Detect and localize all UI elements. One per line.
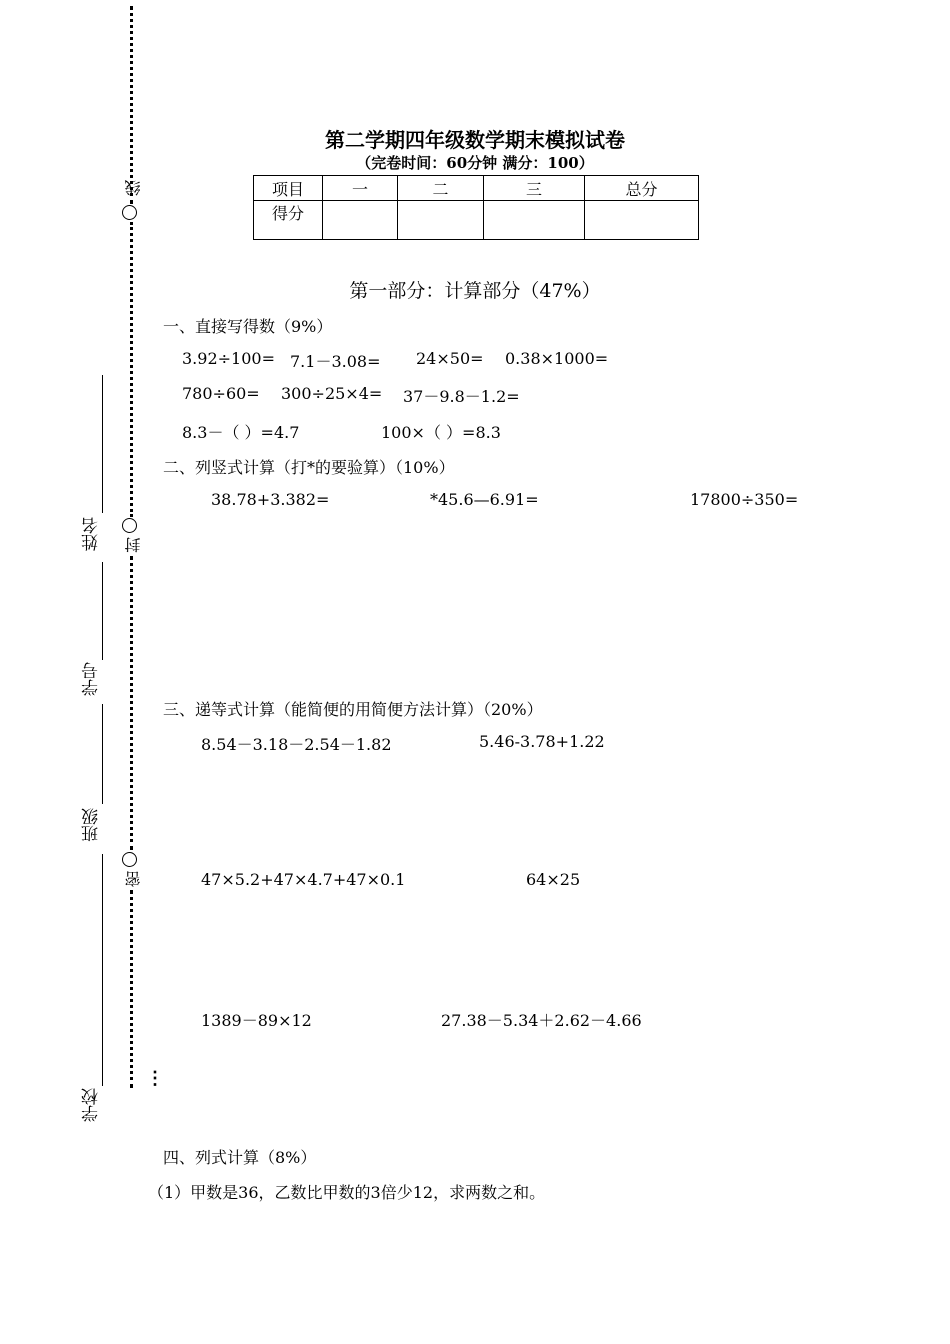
binding-circle (122, 518, 137, 533)
s3-question: 47×5.2+47×4.7+47×0.1 (201, 870, 406, 889)
s2-question: 38.78+3.382= (211, 490, 330, 509)
score-row-label: 得分 (254, 201, 323, 240)
s3-question: 5.46-3.78+1.22 (479, 732, 605, 751)
binding-ellipsis: ⋮ (146, 1068, 164, 1089)
score-header-part2: 二 (398, 176, 484, 201)
s4-question: （1）甲数是36，乙数比甲数的3倍少12，求两数之和。 (148, 1183, 546, 1202)
section4-title: 四、列式计算（8%） (163, 1148, 317, 1167)
score-cell[interactable] (585, 201, 699, 240)
name-label: 姓名 (82, 517, 102, 551)
score-header-part1: 一 (323, 176, 398, 201)
binding-mark-secret: 密 (124, 871, 143, 887)
school-underline (102, 854, 103, 1086)
score-header-total: 总分 (585, 176, 699, 201)
s2-question: 17800÷350= (690, 490, 799, 509)
student-no-underline (102, 562, 103, 660)
binding-dotted-line (130, 556, 133, 850)
section2-title: 二、列竖式计算（打*的要验算）（10%） (163, 458, 455, 477)
binding-dotted-line (130, 890, 133, 1088)
binding-mark-line: 线 (124, 180, 143, 196)
score-cell[interactable] (398, 201, 484, 240)
s1-question: 24×50= (416, 349, 484, 368)
school-label: 学校 (82, 1088, 102, 1122)
score-header-part3: 三 (484, 176, 585, 201)
s3-question: 27.38－5.34＋2.62－4.66 (441, 1011, 642, 1030)
binding-circle (122, 852, 137, 867)
s1-question: 300÷25×4= (281, 384, 383, 403)
s1-question: 7.1－3.08= (290, 352, 381, 371)
s1-question: 100×（ ）=8.3 (381, 423, 501, 442)
binding-mark-seal: 封 (124, 537, 143, 553)
part1-title: 第一部分：计算部分（47%） (349, 280, 601, 302)
s1-question: 3.92÷100= (182, 349, 275, 368)
s1-question: 8.3－（ ）=4.7 (182, 423, 300, 442)
s1-question: 780÷60= (182, 384, 260, 403)
section1-title: 一、直接写得数（9%） (163, 317, 333, 336)
s3-question: 64×25 (526, 870, 581, 889)
exam-subtitle: （完卷时间：60分钟 满分：100） (356, 154, 594, 172)
binding-circle (122, 205, 137, 220)
score-header-item: 项目 (254, 176, 323, 201)
class-label: 班级 (82, 808, 102, 842)
s3-question: 1389－89×12 (201, 1011, 312, 1030)
exam-title: 第二学期四年级数学期末模拟试卷 (325, 128, 625, 152)
class-underline (102, 704, 103, 804)
name-underline (102, 375, 103, 513)
s1-question: 0.38×1000= (505, 349, 609, 368)
s2-question: *45.6—6.91= (430, 490, 539, 509)
student-no-label: 学号 (82, 662, 102, 696)
score-table (253, 175, 699, 240)
binding-dotted-line (130, 6, 133, 204)
section3-title: 三、递等式计算（能简便的用简便方法计算）（20%） (163, 700, 543, 719)
s3-question: 8.54－3.18－2.54－1.82 (201, 735, 392, 754)
score-cell[interactable] (323, 201, 398, 240)
s1-question: 37－9.8－1.2= (403, 387, 520, 406)
score-cell[interactable] (484, 201, 585, 240)
binding-dotted-line (130, 222, 133, 517)
